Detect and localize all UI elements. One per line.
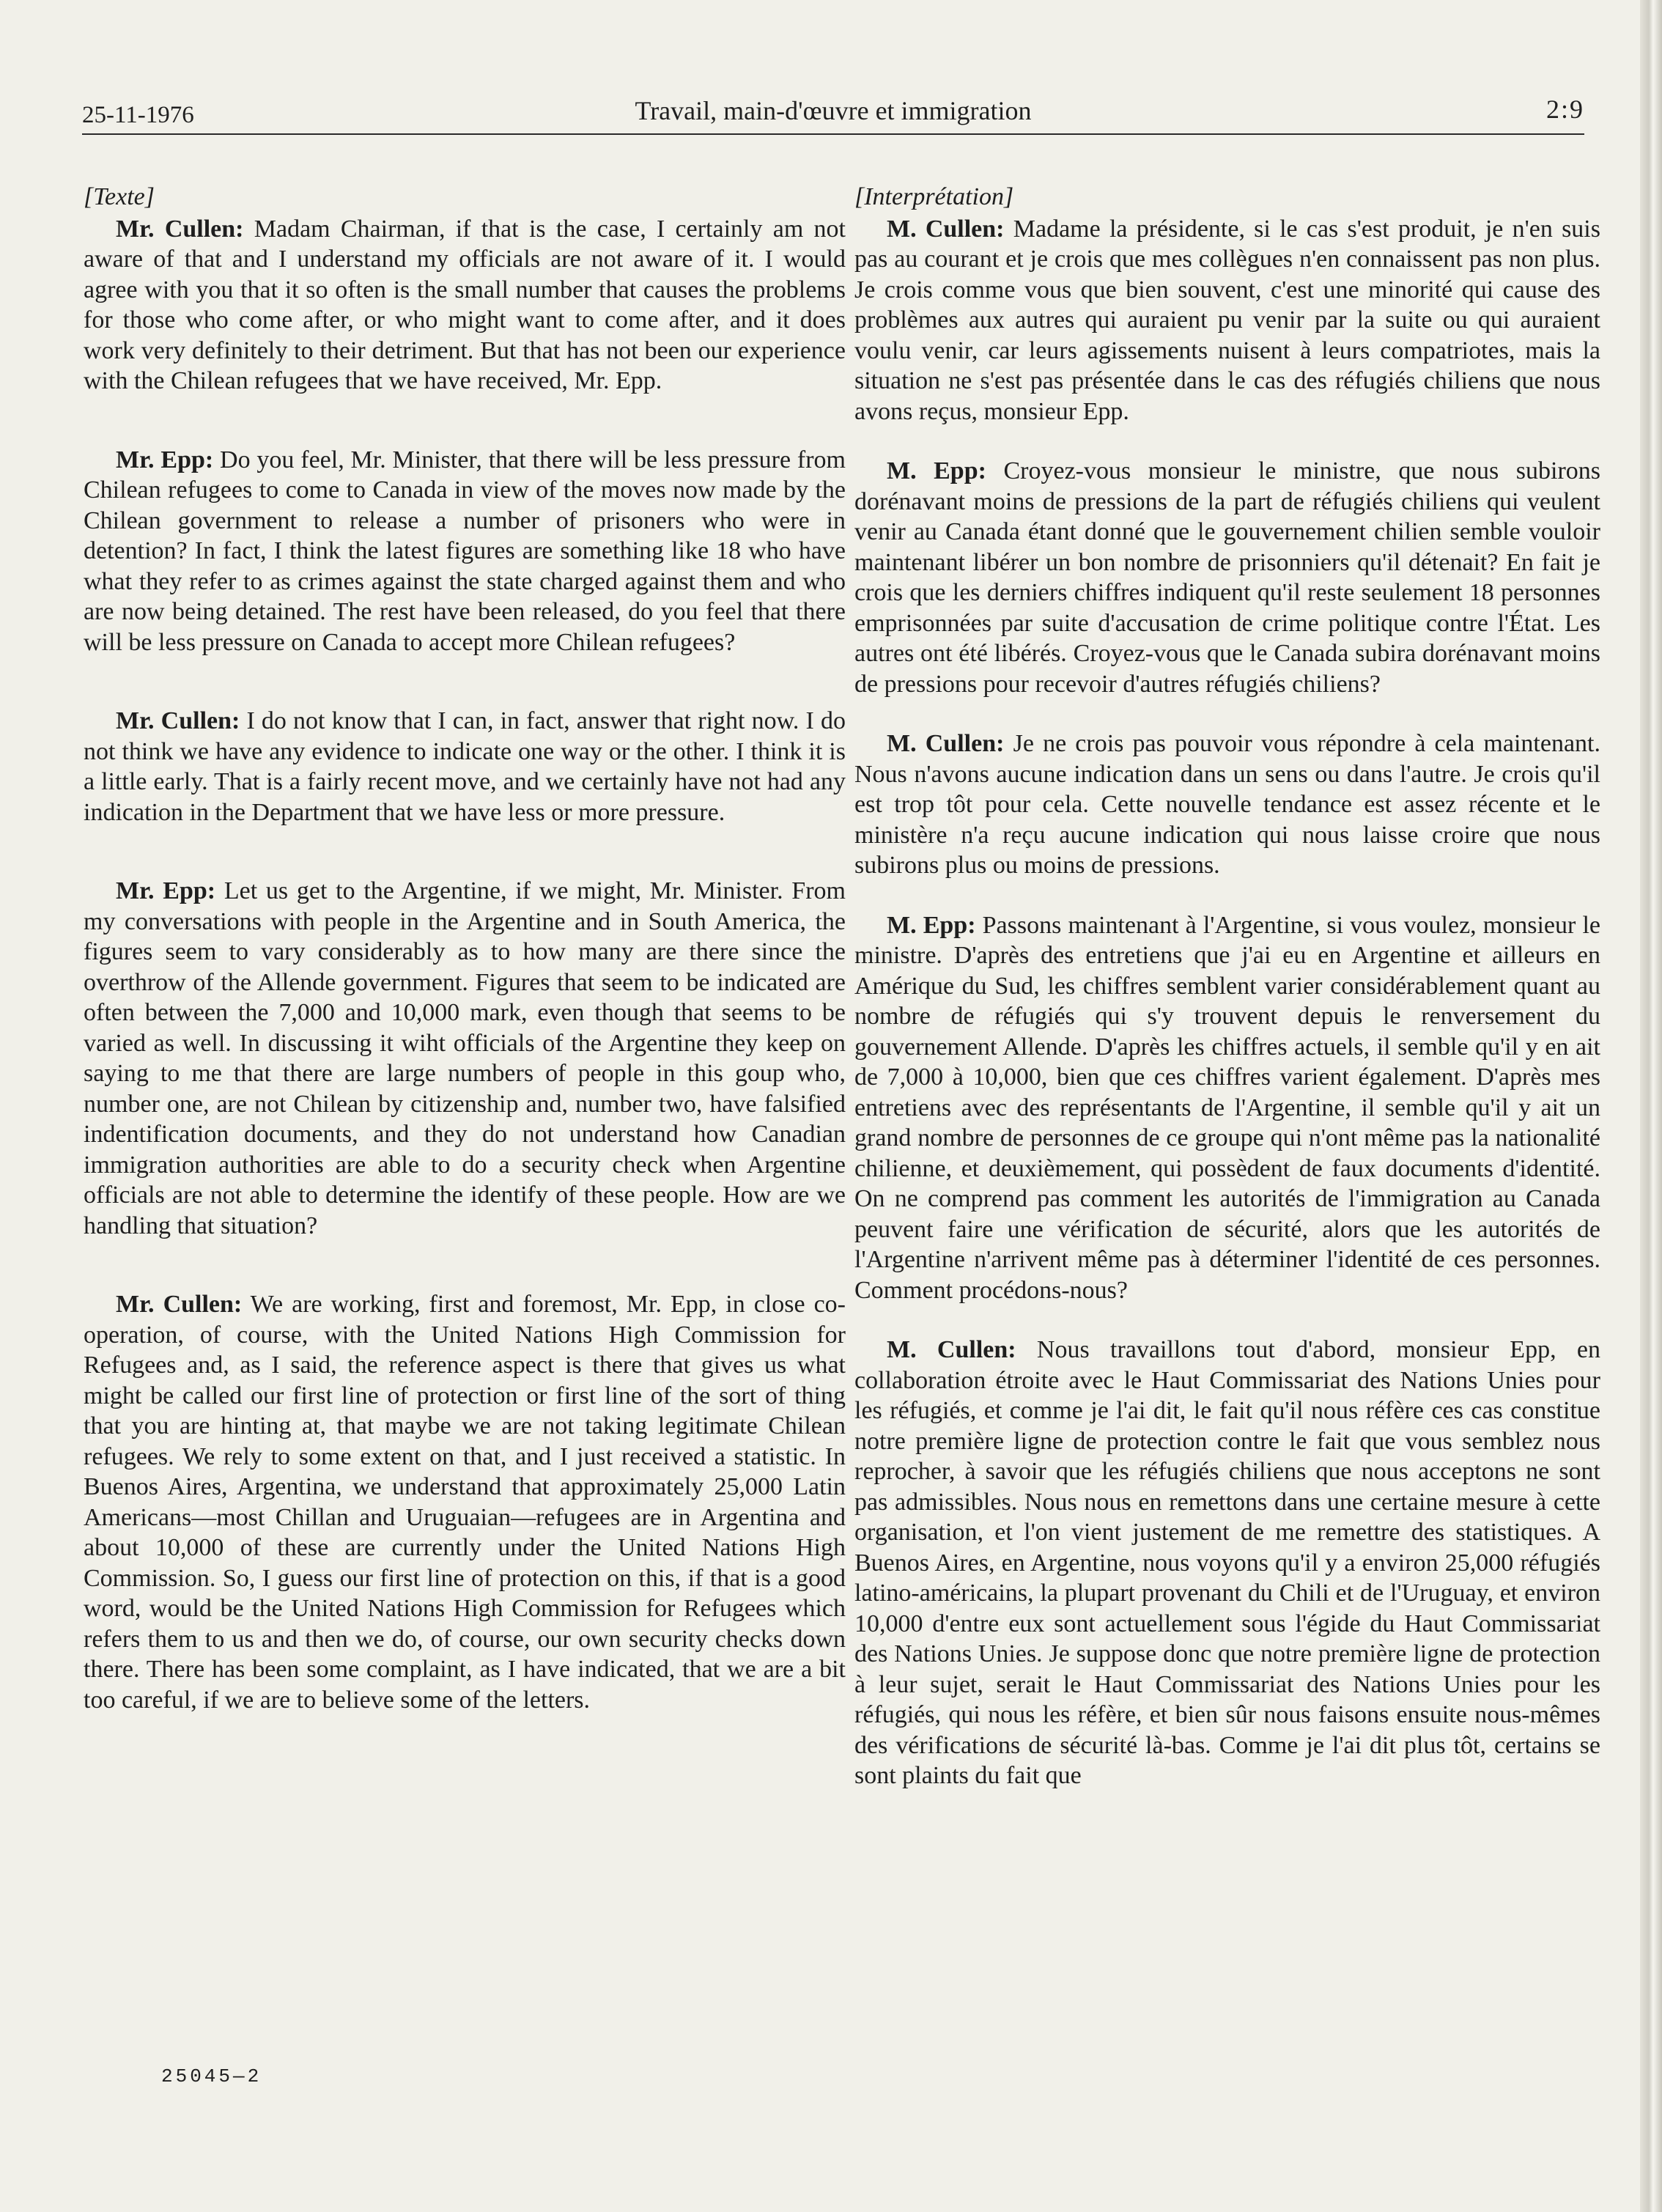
paragraph-text: Madam Chairman, if that is the case, I certainly am not aware of that and I understand my officials are not aware of it. I would agree with you that it so often is the small number that causes the problems for those who come after, or who might want to come after, and it does work very definitely to their detriment. But that has not been our experience with the Chilean refugees that we have received, Mr. Epp. — [84, 215, 846, 394]
paragraph-text: Nous travaillons tout d'abord, monsieur Epp, en collaboration étroite avec le Haut Commissariat des Nations Unies pour les réfugiés, et comme je l'ai dit, le fait qu'il nous réfère ces cas constitue notre première ligne de protection contre le fait que vous semblez nous reprocher, à savoir que les réfugiés chiliens que nous acceptons ne sont pas admissibles. Nous nous en remettons dans une certaine mesure à cette organisation, et l'on vient justement de me remettre des statistiques. A Buenos Aires, en Argentine, nous voyons qu'il y a environ 25,000 réfugiés latino-américains, la plupart provenant du Chili et de l'Uruguay, et environ 10,000 d'entre eux sont actuellement sous l'égide du Haut Commissariat des Nations Unies. Je suppose donc que notre première ligne de protection à leur sujet, serait le Haut Commissariat des Nations Unies pour les réfugiés, qui nous les réfère, et bien sûr nous faisons ensuite nous-mêmes des vérifications de sécurité là-bas. Comme je l'ai dit plus tôt, certains se sont plaints du fait que — [854, 1336, 1600, 1789]
transcript-paragraph — [84, 1289, 846, 1715]
paragraph-text: Madame la présidente, si le cas s'est produit, je n'en suis pas au courant et je crois que mes collègues n'en connaissent pas non plus. Je crois comme vous que bien souvent, c'est une minorité qui cause des problèmes aux autres qui auraient pu venir par la suite ou qui auraient voulu venir, car leurs agissements nuisent à leurs compatriotes, mais la situation ne s'est pas présentée dans le cas des réfugiés chiliens que nous avons reçus, monsieur Epp. — [854, 215, 1600, 425]
speaker-name: Mr. Epp: — [116, 877, 216, 904]
transcript-paragraph — [854, 729, 1600, 881]
paragraph-text: Let us get to the Argentine, if we might, Mr. Minister. From my conversations with people in the Argentine and in South America, the figures seem to vary considerably as to how many are there since the overthrow of the Allende government. Figures that seem to be indicated are often between the 7,000 and 10,000 mark, even though that seems to be varied as well. In discussing it wiht officials of the Argentine they keep on saying to me that there are large numbers of people in this goup who, number one, are not Chilean by citizenship and, number two, have falsified indentification documents, and they do not understand how Canadian immigration authorities are able to do a security check when Argentine officials are not able to determine the identify of these people. How are we handling that situation? — [84, 877, 846, 1239]
running-header — [82, 88, 1584, 135]
transcript-paragraph — [854, 910, 1600, 1306]
language-label-french: [Interprétation] — [854, 183, 1014, 210]
paragraph-text: We are working, first and foremost, Mr. Epp, in close co-operation, of course, with the United Nations High Commission for Refugees and, as I said, the reference aspect is there that gives us what might be called our first line of protection or first line of the sort of thing that you are hinting at, that maybe we are not taking legitimate Chilean refugees. We rely to some extent on that, and I just received a statistic. In Buenos Aires, Argentina, we understand that approximately 25,000 Latin Americans—most Chillan and Uruguaian—refugees are in Argentina and about 10,000 of these are currently under the United Nations High Commission. So, I guess our first line of protection on this, if that is a good word, would be the United Nations High Commission for Refugees which refers them to us and then we do, of course, our own security checks down there. There has been some complaint, as I have indicated, that we are a bit too careful, if we are to believe some of the letters. — [84, 1291, 846, 1714]
transcript-paragraph — [854, 456, 1600, 699]
transcript-paragraph — [84, 876, 846, 1241]
page-number: 2:9 — [1545, 95, 1584, 124]
paragraph-text: Do you feel, Mr. Minister, that there will be less pressure from Chilean refugees to come to Canada in view of the moves now made by the Chilean government to release a number of prisoners who were in detention? In fact, I think the latest figures are something like 18 who have what they refer to as crimes against the state charged against them and who are now being detained. The rest have been released, do you feel that there will be less pressure on Canada to accept more Chilean refugees? — [84, 446, 846, 656]
speaker-name: Mr. Cullen: — [116, 215, 244, 243]
page-edge — [1640, 0, 1662, 2212]
english-column — [84, 182, 846, 1763]
transcript-paragraph — [84, 706, 846, 827]
speaker-name: M. Cullen: — [887, 215, 1005, 243]
paragraph-text: Passons maintenant à l'Argentine, si vous voulez, monsieur le ministre. D'après des entretiens que j'ai eu en Argentine et ailleurs en Amérique du Sud, les chiffres semblent varier considérablement quant au nombre de réfugiés qui s'y trouvent depuis le renversement du gouvernement Allende. D'après les chiffres actuels, il semble qu'il y en ait de 7,000 à 10,000, bien que ces chiffres varient également. D'après mes entretiens avec des représentants de l'Argentine, il semble qu'il y ait un grand nombre de personnes de ce groupe qui n'ont même pas la nationalité chilienne, et deuxièmement, qui possèdent de faux documents d'identité. On ne comprend pas comment les autorités de l'immigration au Canada peuvent faire une vérification de sécurité, alors que les autorités de l'Argentine n'arrivent même pas à déterminer l'identité de ces personnes. Comment procédons-nous? — [854, 911, 1600, 1304]
speaker-name: M. Cullen: — [887, 1336, 1016, 1363]
speaker-name: M. Cullen: — [887, 730, 1005, 757]
header-title: Travail, main-d'œuvre et immigration — [635, 96, 1032, 125]
speaker-name: Mr. Epp: — [116, 446, 214, 473]
paragraph-text: Croyez-vous monsieur le ministre, que nous subirons dorénavant moins de pressions de la part de réfugiés chiliens qui veulent venir au Canada étant donné que le gouvernement chilien semble vouloir maintenant libérer un bon nombre de prisonniers qu'il détenait? En fait je crois que les derniers chiffres indiquent qu'il reste seulement 18 personnes emprisonnées par suite d'accusation de crime politique contre l'État. Les autres ont été libérés. Croyez-vous que le Canada subira dorénavant moins de pressions pour recevoir d'autres réfugiés chiliens? — [854, 457, 1600, 698]
transcript-paragraph — [854, 1335, 1600, 1791]
french-column — [854, 182, 1600, 1821]
speaker-name: Mr. Cullen: — [116, 707, 240, 734]
printer-code: 25045—2 — [161, 2065, 262, 2087]
speaker-name: M. Epp: — [887, 457, 986, 484]
transcript-paragraph — [854, 214, 1600, 427]
speaker-name: Mr. Cullen: — [116, 1291, 243, 1318]
transcript-paragraph — [84, 445, 846, 658]
paragraph-text: I do not know that I can, in fact, answer that right now. I do not think we have any evidence to indicate one way or the other. I think it is a little early. That is a fairly recent move, and we certainly have not had any indication in the Department that we have less or more pressure. — [84, 707, 846, 826]
language-label-english: [Texte] — [84, 183, 155, 210]
speaker-name: M. Epp: — [887, 911, 976, 939]
paragraph-text: Je ne crois pas pouvoir vous répondre à cela maintenant. Nous n'avons aucune indication dans un sens ou dans l'autre. Je crois qu'il est trop tôt pour cela. Cette nouvelle tendance est assez récente et le ministère n'a reçu aucune indication qui nous laisse croire que nous subirons plus ou moins de pressions. — [854, 730, 1600, 879]
header-date: 25-11-1976 — [82, 102, 194, 128]
transcript-paragraph — [84, 214, 846, 397]
